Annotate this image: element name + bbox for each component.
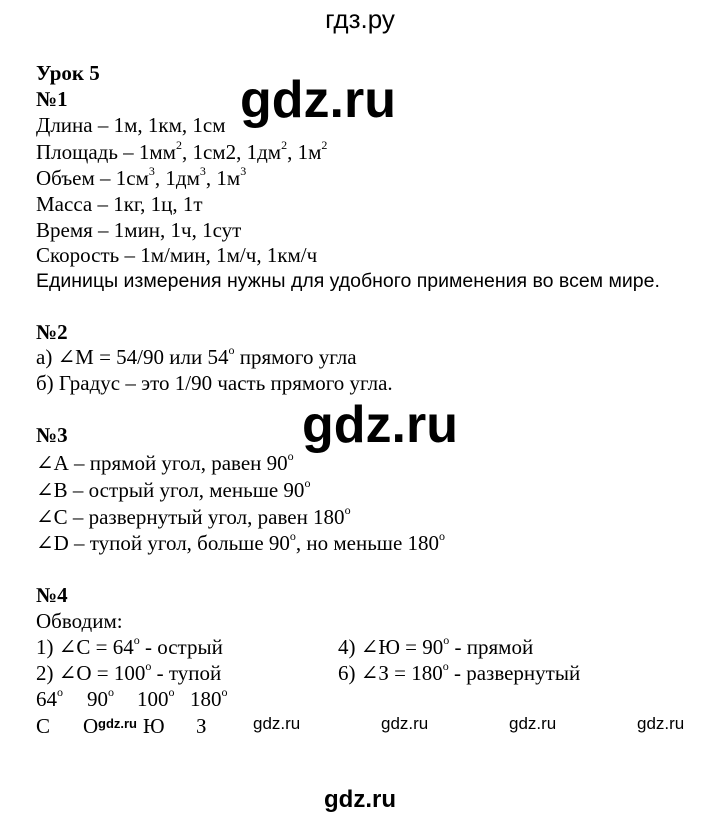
task3-b: ∠В – острый угол, меньше $90^о$ [36, 476, 311, 502]
watermark-row-item: gdz.ru [509, 714, 557, 733]
task1-conclusion: Единицы измерения нужны для удобного применения во всем мире. [36, 270, 660, 292]
task1-time: Время – 1мин, 1ч, 1сут [36, 218, 242, 242]
watermark-row-item: gdz.ru [381, 714, 429, 733]
task4-intro: Обводим: [36, 609, 123, 633]
watermark-row-item: gdz.ru [253, 714, 301, 733]
letter: З [196, 714, 207, 738]
degree-value: $100^о$ [137, 685, 175, 711]
task1-heading: №1 [36, 87, 68, 111]
letter: С [36, 714, 51, 738]
task3-d: ∠D – тупой угол, больше $90^о$, но меньше $180^о$ [36, 529, 446, 555]
task1-area: Площадь – $1мм^2$, 1см2, $1дм^2$, $1м^2$ [36, 138, 328, 164]
watermark-row-item: gdz.ru [637, 714, 685, 733]
task3-heading: №3 [36, 423, 68, 447]
letter: Ю [143, 714, 165, 738]
degree-value: $90^о$ [87, 685, 114, 711]
task2-heading: №2 [36, 320, 68, 344]
lesson-title: Урок 5 [36, 61, 100, 85]
degree-value: $64^о$ [36, 685, 63, 711]
task2-b: б) Градус – это 1/90 часть прямого угла. [36, 371, 393, 395]
task2-a: а) ∠М = 54/90 или $54^о$ прямого угла [36, 343, 357, 369]
watermark-large-1: gdz.ru [240, 71, 396, 129]
task4-heading: №4 [36, 583, 68, 607]
task4-item1: 1) ∠С = $64^о$ - острый [36, 633, 223, 659]
task4-item6: 6) ∠З = $180^о$ - развернутый [338, 659, 581, 685]
task3-a: ∠А – прямой угол, равен $90^о$ [36, 449, 294, 475]
task1-volume: Объем – $1см^3$, $1дм^3$, $1м^3$ [36, 164, 247, 190]
task1-length: Длина – 1м, 1км, 1см [36, 113, 226, 137]
task1-mass: Масса – 1кг, 1ц, 1т [36, 192, 203, 216]
task1-speed: Скорость – 1м/мин, 1м/ч, 1км/ч [36, 243, 318, 267]
watermark-large-2: gdz.ru [302, 396, 458, 454]
task4-item4: 4) ∠Ю = $90^о$ - прямой [338, 633, 534, 659]
letter: О [83, 714, 99, 738]
site-header: гдз.ру [325, 4, 395, 34]
degree-value: $180^о$ [190, 685, 228, 711]
task3-c: ∠С – развернутый угол, равен $180^о$ [36, 503, 351, 529]
watermark-footer: gdz.ru [324, 786, 396, 813]
watermark-small-inline: gdz.ru [98, 716, 137, 731]
task4-item2: 2) ∠О = $100^о$ - тупой [36, 659, 222, 685]
